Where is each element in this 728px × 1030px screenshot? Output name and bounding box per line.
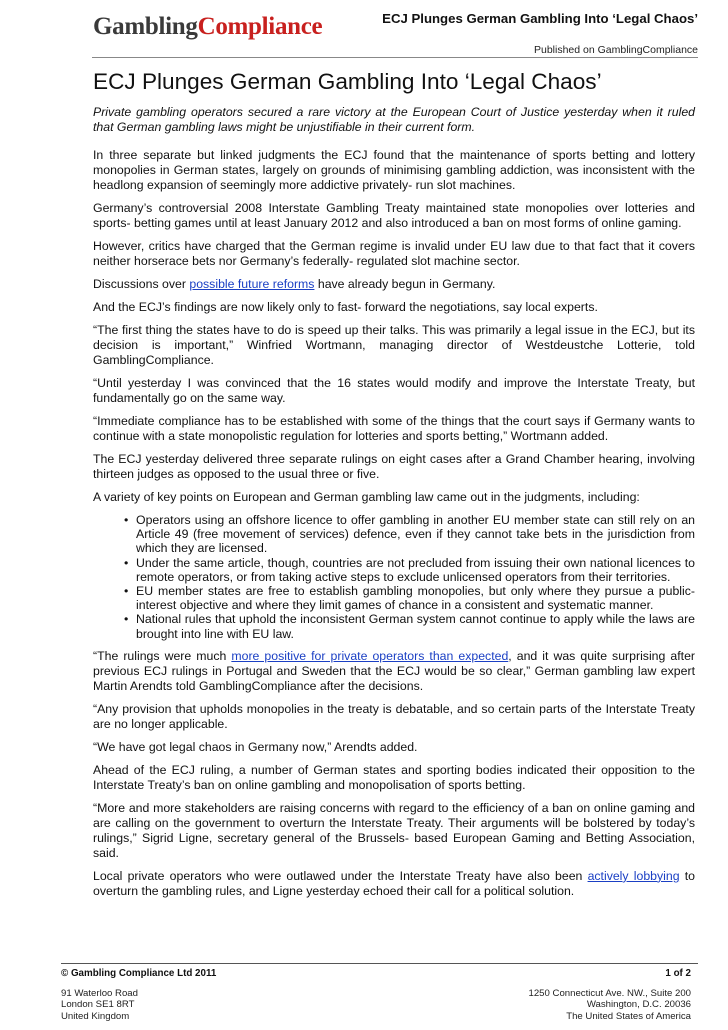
list-item: • Under the same article, though, countries are not precluded from issuing their own national licences to remote operators, or from taking active steps to exclude unlicensed operators from their territories. [124,556,695,584]
footer-copyright: © Gambling Compliance Ltd 2011 [61,968,217,979]
paragraph [93,277,695,292]
list-item: • EU member states are free to establish gambling monopolies, but only where they pursue a public- interest objective and where they limit games of chance in a consistent and systematic manner. [124,584,695,612]
header-divider [92,57,698,58]
address-line: The United States of America [566,1010,691,1022]
paragraph: Germany’s controversial 2008 Interstate Gambling Treaty maintained state monopolies over lotteries and sports- betting games until at least January 2012 and also introduced a ban on most forms of online gaming. [93,201,695,230]
paragraph-text: have already begun in Germany. [314,277,496,291]
footer-divider [61,963,698,964]
paragraph: A variety of key points on European and German gambling law came out in the judgments, including: [93,490,640,504]
logo-text-compliance: Compliance [197,13,323,40]
more-positive-link[interactable]: more positive for private operators than expected [231,648,509,663]
header-published: Published on GamblingCompliance [533,44,698,56]
paragraph: In three separate but linked judgments the ECJ found that the maintenance of sports betting and lottery monopolies in German states, largely on grounds of minimising gambling addiction, was inconsistent with the headlong expansion of seemingly more addictive privately- run slot machines. [93,148,695,192]
address-line: London SE1 8RT [61,999,135,1011]
london-address [61,988,138,1022]
paragraph: “More and more stakeholders are raising concerns with regard to the efficiency of a ban on online gaming and are calling on the government to overturn the Interstate Treaty. Their arguments will be bolstered by today’s rulings,” Sigrid Ligne, secretary general of the Brussels- based European Gaming and Betting Association, said. [93,800,695,860]
key-points-list [93,513,695,641]
page-header [0,0,728,60]
paragraph [93,869,695,899]
possible-future-reforms-link[interactable]: possible future reforms [189,277,315,291]
paragraph: “Immediate compliance has to be established with some of the things that the court says if Germany wants to continue with a state monopolistic regulation for lotteries and sports betting,” Wortmann added. [93,414,695,443]
paragraph-text: Local private operators who were outlawed under the Interstate Treaty have also been [93,868,588,883]
address-line: United Kingdom [61,1010,130,1022]
paragraph: Ahead of the ECJ ruling, a number of German states and sporting bodies indicated their opposition to the Interstate Treaty’s ban on online gambling and monopolisation of sports betting. [93,762,695,792]
article-body [93,69,695,907]
paragraph-text: “The rulings were much [93,648,232,663]
address-line: 1250 Connecticut Ave. NW., Suite 200 [528,988,691,999]
header-title: ECJ Plunges German Gambling Into ‘Legal Chaos’ [382,11,698,26]
paragraph: “We have got legal chaos in Germany now,” Arendts added. [93,739,418,754]
logo-text-gambling: Gambling [93,13,198,40]
list-item: • Operators using an offshore licence to offer gambling in another EU member state can still rely on an Article 49 (free movement of services) defence, even if they cannot take bets in the jurisdiction from which they are licensed. [124,513,695,556]
paragraph: However, critics have charged that the German regime is invalid under EU law due to that fact that it covers neither horserace bets nor Germany’s federally- regulated slot machine sector. [93,239,695,268]
paragraph-text: Discussions over [93,277,190,291]
washington-address [529,988,691,1022]
paragraph: “The first thing the states have to do is speed up their talks. This was primarily a legal issue in the ECJ, but its decision is important,” Winfried Wortmann, managing director of Westdeustche Lotterie, told GamblingCompliance. [93,323,695,367]
page-number: 1 of 2 [665,968,691,979]
paragraph-text: to overturn the gambling rules, and Ligne yesterday echoed their call for a political solution. [93,868,695,898]
paragraph-text: , and it was quite surprising after previous ECJ rulings in Portugal and Sweden that the ECJ would be so clear,” German gambling law expert Martin Arendts told GamblingCompliance after the decisions. [93,648,695,693]
list-item: • National rules that uphold the inconsistent German system cannot continue to apply while the laws are brought into line with EU law. [124,612,695,640]
paragraph: The ECJ yesterday delivered three separate rulings on eight cases after a Grand Chamber hearing, involving thirteen judges as opposed to the usual three or five. [93,452,695,481]
paragraph: “Until yesterday I was convinced that the 16 states would modify and improve the Interstate Treaty, but fundamentally go on the same way. [93,376,695,405]
paragraph: “Any provision that upholds monopolies in the treaty is debatable, and so certain parts of the Interstate Treaty are no longer applicable. [93,701,695,731]
article-headline: ECJ Plunges German Gambling Into ‘Legal Chaos’ [93,69,602,94]
paragraph [93,649,695,694]
article-lead: Private gambling operators secured a rare victory at the European Court of Justice yesterday when it ruled that German gambling laws might be unjustifiable in their current form. [93,105,695,134]
actively-lobbying-link[interactable]: actively lobbying [587,868,680,883]
address-line: 91 Waterloo Road [61,988,138,999]
address-line: Washington, D.C. 20036 [586,999,691,1011]
paragraph: And the ECJ’s findings are now likely only to fast- forward the negotiations, say local experts. [93,300,598,314]
gambling-compliance-logo[interactable] [93,13,322,41]
